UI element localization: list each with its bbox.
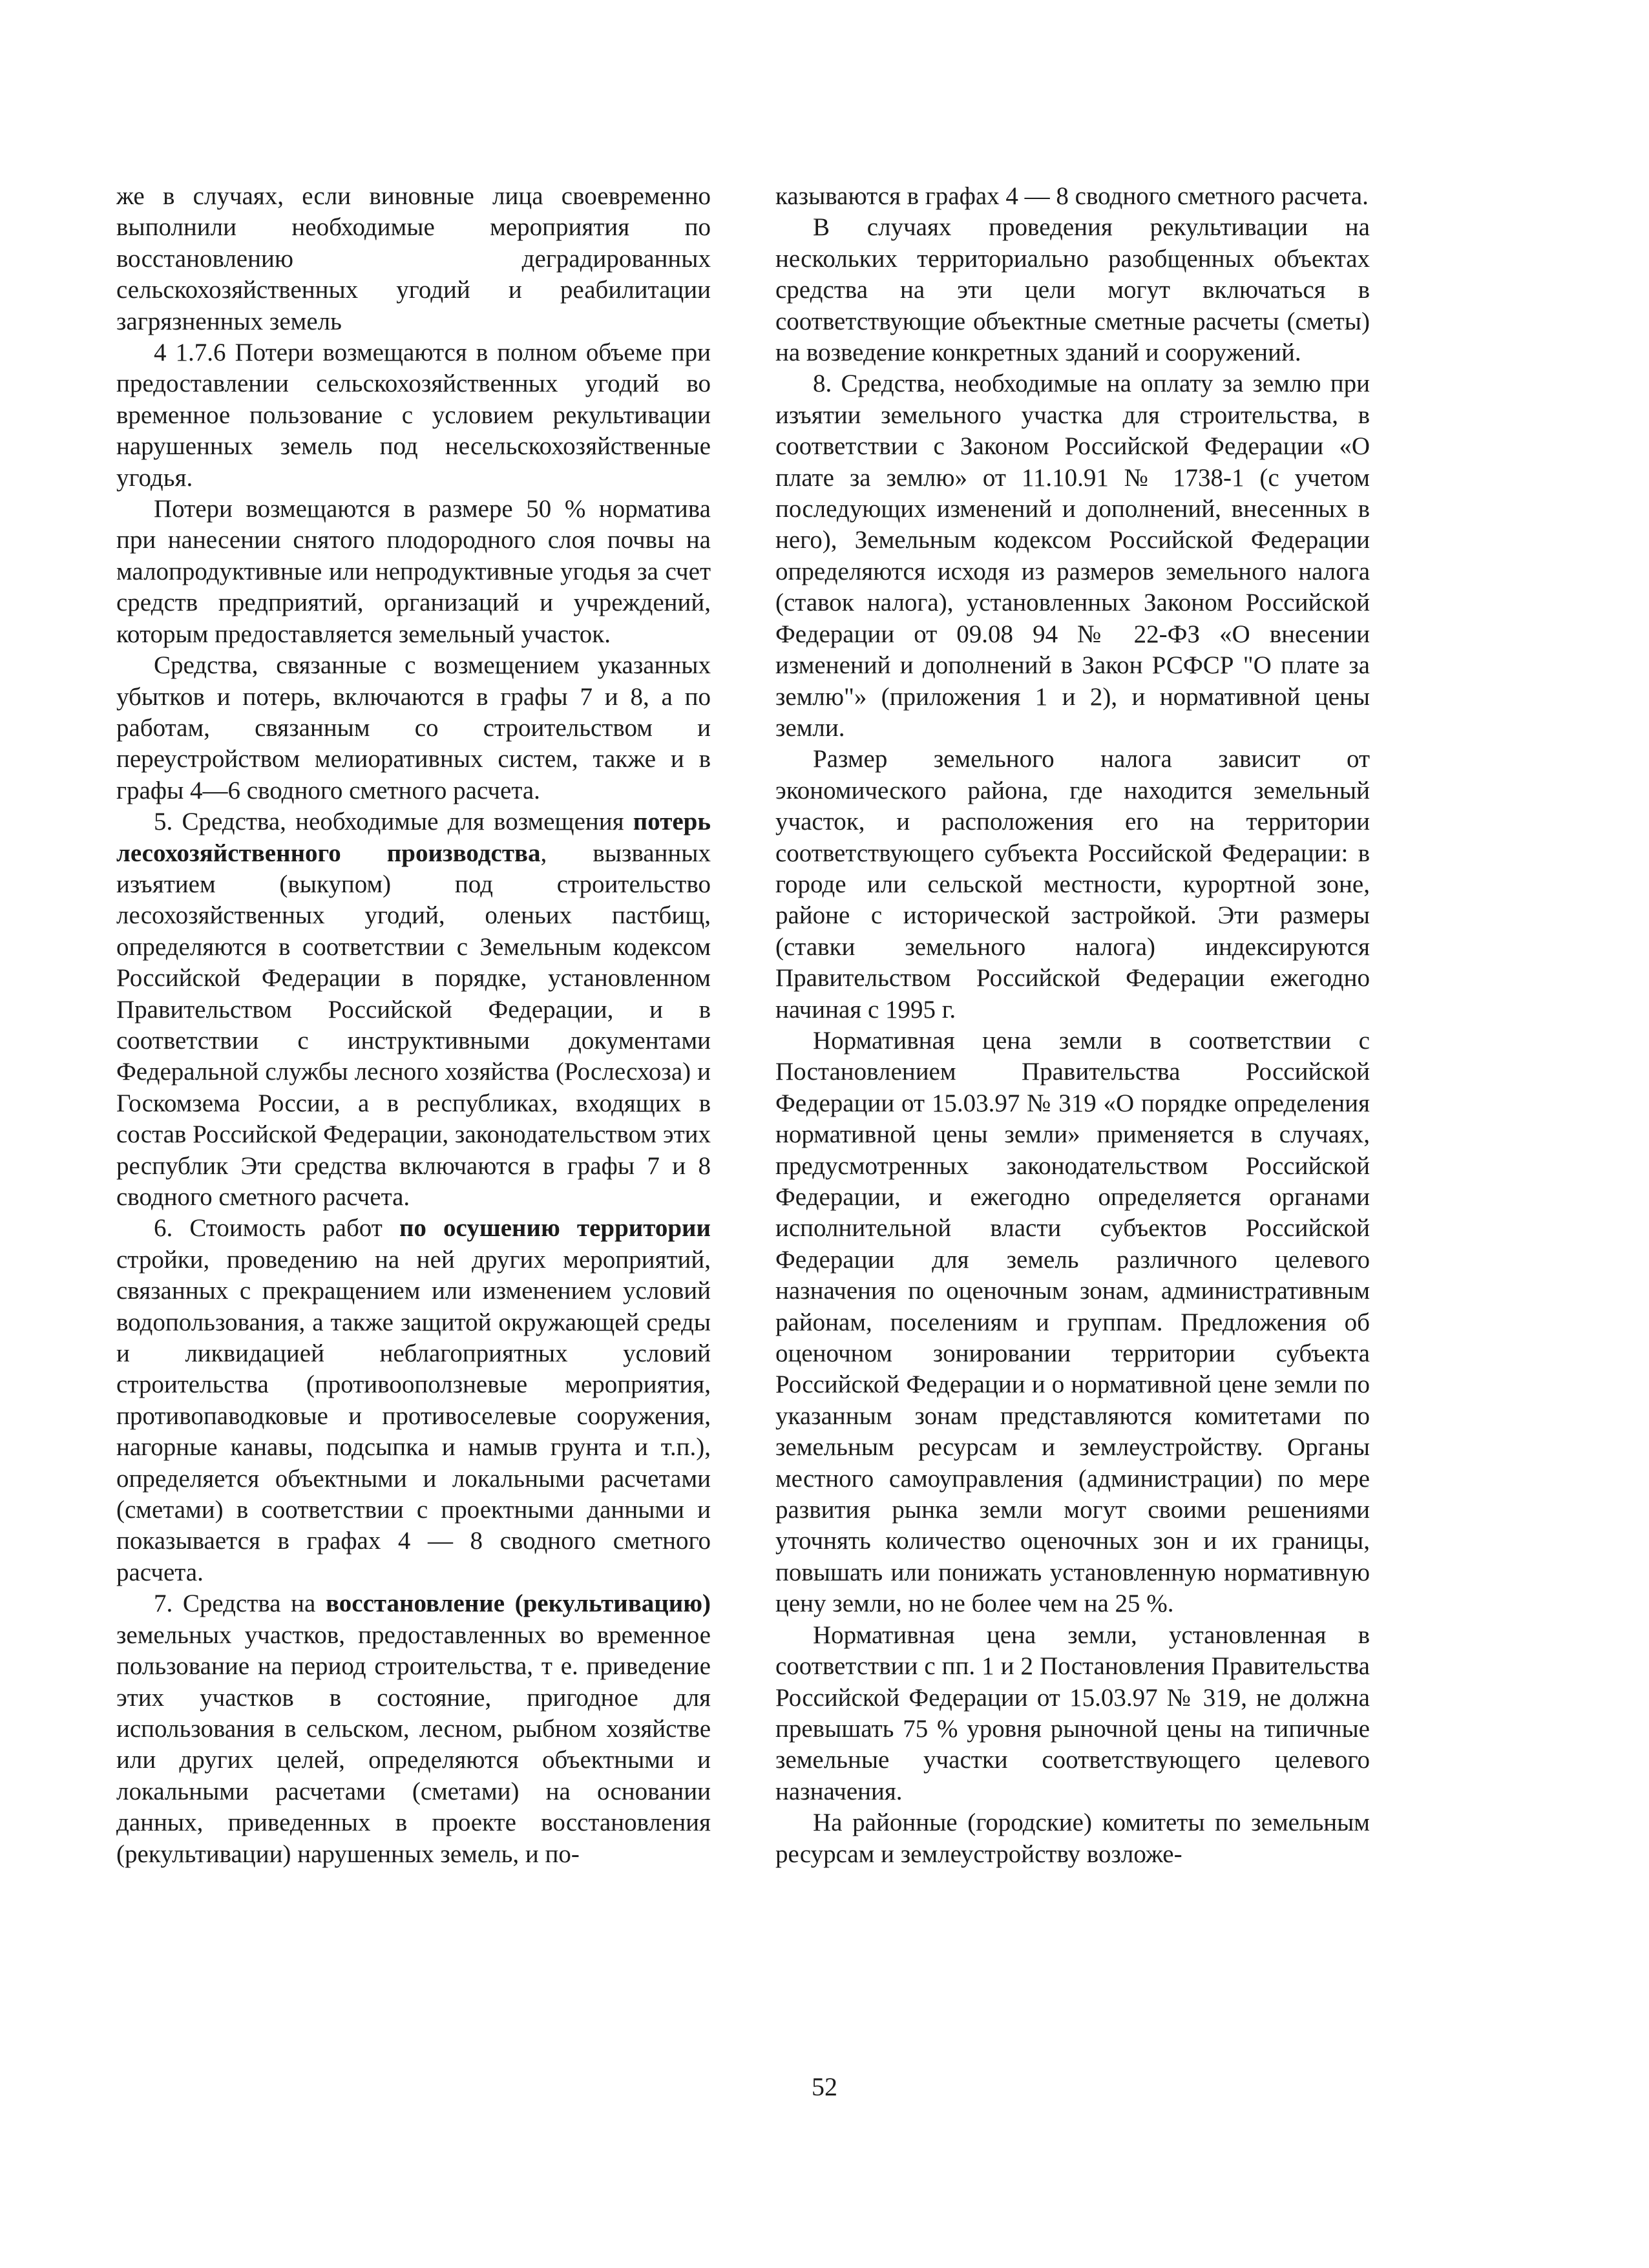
paragraph: На районные (городские) комитеты по земельным ресурсам и землеустройству возложе- <box>775 1809 1370 1868</box>
paragraph: Потери возмещаются в размере 50 % норматива при нанесении снятого плодородного слоя почвы на малопродуктивные или непродуктивные угодья за счет средств предприятий, организаций и учреждений, которым предоставляется земельный участок. <box>116 495 711 648</box>
paragraph-text: 7. Средства на <box>154 1590 326 1618</box>
paragraph: 8. Средства, необходимые на оплату за землю при изъятии земельного участка для строительства, в соответствии с Законом Российской Федерации «О плате за землю» от 11.10.91 № 1738-1 (с учетом последующих изменений и дополнений, внесенных в него), Земельным кодексом Российской Федерации определяются исходя из размеров земельного налога (ставок налога), установленных Законом Российской Федерации от 09.08 94 № 22-ФЗ «О внесении изменений и дополнений в Закон РСФСР "О плате за землю"» (приложения 1 и 2), и нормативной цены земли. <box>775 370 1370 742</box>
paragraph: же в случаях, если виновные лица своевременно выполнили необходимые мероприятия по восстановлению деградированных сельскохозяйственных угодий и реабилитации загрязненных земель <box>116 182 711 335</box>
bold-term: восстановление (рекультивацию) <box>325 1590 711 1618</box>
paragraph: В случаях проведения рекультивации на нескольких территориально разобщенных объектах средства на эти цели могут включаться в соответствующие объектные сметные расчеты (сметы) на возведение конкретных зданий и сооружений. <box>775 213 1370 367</box>
paragraph: Размер земельного налога зависит от экономического района, где находится земельный участок, и расположения его на территории соответствующего субъекта Российской Федерации: в городе или сельской местности, курортной зоне, районе с исторической застройкой. Эти размеры (ставки земельного налога) индексируются Правительством Российской Федерации ежегодно начиная с 1995 г. <box>775 745 1370 1024</box>
paragraph-text: 5. Средства, необходимые для возмещения <box>154 808 633 836</box>
left-text-column <box>116 181 711 1870</box>
paragraph <box>116 1588 711 1870</box>
right-text-column <box>775 181 1370 1870</box>
paragraph <box>116 806 711 1213</box>
paragraph: Нормативная цена земли в соответствии с Постановлением Правительства Российской Федерации от 15.03.97 № 319 «О порядке определения нормативной цены земли» применяется в случаях, предусмотренных законодательством Российской Федерации, и ежегодно определяется органами исполнительной власти субъектов Российской Федерации для земель различного целевого назначения по оценочным зонам, административным районам, поселениям и группам. Предложения об оценочном зонировании территории субъекта Российской Федерации и о нормативной цене земли по указанным зонам представляются комитетами по земельным ресурсам и землеустройству. Органы местного самоуправления (администрации) по мере развития рынка земли могут своими решениями уточнять количество оценочных зон и их границы, повышать или понижать установленную нормативную цену земли, но не более чем на 25 %. <box>775 1026 1370 1618</box>
page-number: 52 <box>812 2072 837 2101</box>
paragraph: Нормативная цена земли, установленная в соответствии с пп. 1 и 2 Постановления Правительства Российской Федерации от 15.03.97 № 319, не должна превышать 75 % уровня рыночной цены на типичные земельные участки соответствующего целевого назначения. <box>775 1621 1370 1805</box>
bold-term: потерь лесохозяйственного производства <box>116 808 711 867</box>
bold-term: по осушению территории <box>399 1214 711 1243</box>
paragraph: 4 1.7.6 Потери возмещаются в полном объеме при предоставлении сельскохозяйственных угодий во временное пользование с условием рекультивации нарушенных земель под несельскохозяйственные угодья. <box>116 339 711 492</box>
paragraph: Средства, связанные с возмещением указанных убытков и потерь, включаются в графы 7 и 8, а по работам, связанным со строительством и переустройством мелиоративных систем, также и в графы 4—6 сводного сметного расчета. <box>116 651 711 804</box>
paragraph: казываются в графах 4 — 8 сводного сметного расчета. <box>775 182 1369 210</box>
paragraph-text: , вызванных изъятием (выкупом) под строительство лесохозяйственных угодий, оленьих пастбищ, определяются в соответствии с Земельным кодексом Российской Федерации в порядке, установленном Правительством Российской Федерации, и в соответствии с инструктивными документами Федеральной службы лесного хозяйства (Рослесхоза) и Госкомзема России, а в республиках, входящих в состав Российской Федерации, законодательством этих республик Эти средства включаются в графы 7 и 8 сводного сметного расчета. <box>116 839 711 1211</box>
paragraph-text: земельных участков, предоставленных во временное пользование на период строительства, т е. приведение этих участков в состояние, пригодное для использования в сельском, лесном, рыбном хозяйстве или других целей, определяются объектными и локальными расчетами (сметами) на основании данных, приведенных в проекте восстановления (рекультивации) нарушенных земель, и по- <box>116 1621 711 1868</box>
paragraph-text: 6. Стоимость работ <box>154 1214 399 1243</box>
paragraph-text: стройки, проведению на ней других мероприятий, связанных с прекращением или изменением условий водопользования, а также защитой окружающей среды и ликвидацией неблагоприятных условий строительства (противооползневые мероприятия, противопаводковые и противоселевые сооружения, нагорные канавы, подсыпка и намыв грунта и т.п.), определяется объектными и локальными расчетами (сметами) в соответствии с проектными данными и показывается в графах 4 — 8 сводного сметного расчета. <box>116 1245 711 1586</box>
paragraph <box>116 1213 711 1588</box>
